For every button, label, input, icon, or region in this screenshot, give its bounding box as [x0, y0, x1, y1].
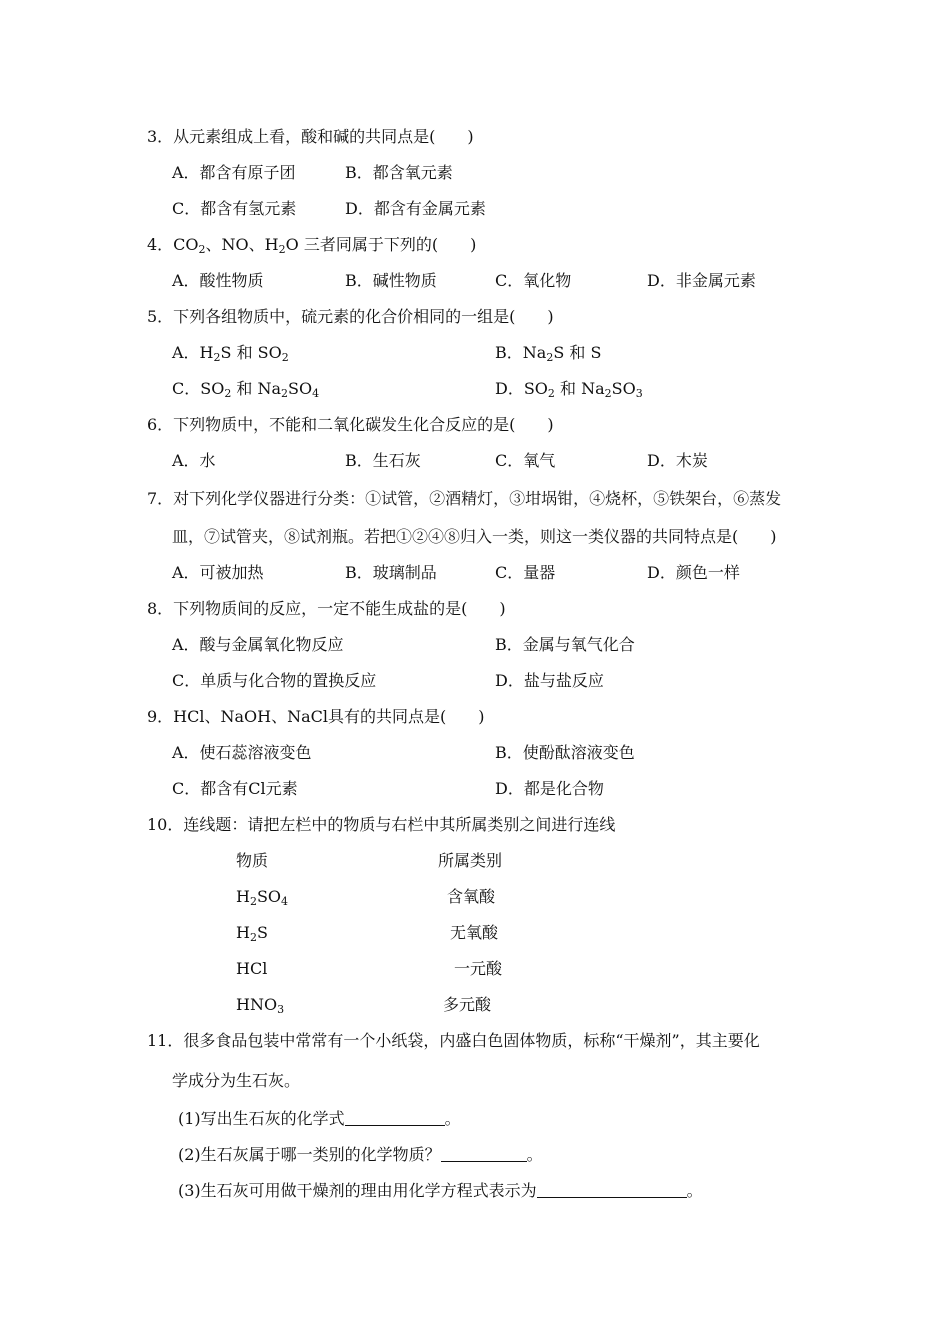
- q11-part2-blank[interactable]: [441, 1146, 527, 1162]
- q3-option-b: B．都含氧元素: [345, 163, 453, 182]
- q4-option-a: A．酸性物质: [172, 271, 264, 290]
- q8-stem: 8．下列物质间的反应，一定不能生成盐的是( ): [147, 599, 506, 618]
- q9-option-a: A．使石蕊溶液变色: [172, 743, 312, 762]
- q6-option-a: A．水: [172, 451, 216, 470]
- q4-stem-tail: 三者同属于下列的( ): [303, 235, 477, 254]
- q10-left-item-hno3: $HNO_3$: [236, 995, 285, 1016]
- q10-stem: 10．连线题：请把左栏中的物质与右栏中其所属类别之间进行连线: [147, 815, 616, 834]
- q10-right-item: 一元酸: [454, 959, 503, 978]
- q10-right-header: 所属类别: [438, 851, 503, 870]
- q9-option-c: C．都含有Cl元素: [172, 779, 298, 798]
- q10-right-item: 含氧酸: [447, 887, 496, 906]
- q11-part2-end: 。: [526, 1145, 543, 1164]
- q4-option-c: C．氧化物: [495, 271, 572, 290]
- q11-part1-blank[interactable]: [345, 1110, 445, 1126]
- q7-option-b: B．玻璃制品: [345, 563, 437, 582]
- q8-option-b: B．金属与氧气化合: [495, 635, 635, 654]
- q11-part3-blank[interactable]: [537, 1182, 687, 1198]
- q7-option-d: D．颜色一样: [647, 563, 740, 582]
- q8-option-d: D．盐与盐反应: [495, 671, 604, 690]
- q6-stem: 6．下列物质中，不能和二氧化碳发生化合反应的是( ): [147, 415, 554, 434]
- q11-part2: [178, 1145, 543, 1165]
- q4-option-b: B．碱性物质: [345, 271, 437, 290]
- q10-left-item-h2so4: $H_2SO_4$: [236, 887, 289, 908]
- q5-stem: 5．下列各组物质中，硫元素的化合价相同的一组是( ): [147, 307, 554, 326]
- q4-stem: 4．$CO_2$、NO、$H_2O$ 三者同属于下列的( ): [147, 235, 477, 256]
- q9-option-d: D．都是化合物: [495, 779, 604, 798]
- q11-stem-line1: 11．很多食品包装中常常有一个小纸袋，内盛白色固体物质，标称“干燥剂”，其主要化: [147, 1031, 760, 1050]
- q10-right-item: 无氧酸: [450, 923, 499, 942]
- q3-option-d: D．都含有金属元素: [345, 199, 486, 218]
- q3-option-a: A．都含有原子团: [172, 163, 296, 182]
- q6-option-b: B．生石灰: [345, 451, 421, 470]
- q7-option-a: A．可被加热: [172, 563, 264, 582]
- q7-option-c: C．量器: [495, 563, 556, 582]
- q11-part1: [178, 1109, 461, 1129]
- q5-option-a: A．$H_2S$ 和 $SO_2$: [172, 343, 289, 364]
- q10-right-item: 多元酸: [443, 995, 492, 1014]
- q11-part3: [178, 1181, 703, 1201]
- q11-stem-line2: 学成分为生石灰。: [172, 1071, 301, 1090]
- q3-option-c: C．都含有氢元素: [172, 199, 297, 218]
- q7-stem-line2: 皿，⑦试管夹，⑧试剂瓶。若把①②④⑧归入一类，则这一类仪器的共同特点是( ): [172, 527, 777, 546]
- q11-part2-text: (2)生石灰属于哪一类别的化学物质？: [178, 1145, 441, 1164]
- q8-option-a: A．酸与金属氧化物反应: [172, 635, 344, 654]
- q6-option-c: C．氧气: [495, 451, 556, 470]
- q3-stem: 3．从元素组成上看，酸和碱的共同点是( ): [147, 127, 474, 146]
- q11-part3-text: (3)生石灰可用做干燥剂的理由用化学方程式表示为: [178, 1181, 537, 1200]
- q10-left-item-h2s: $H_2S$: [236, 923, 268, 944]
- q5-option-c: C．$SO_2$ 和 $Na_2SO_4$: [172, 379, 320, 400]
- q11-part1-text: (1)写出生石灰的化学式: [178, 1109, 345, 1128]
- q10-left-item-hcl: HCl: [236, 959, 268, 978]
- q9-option-b: B．使酚酞溶液变色: [495, 743, 635, 762]
- q11-part3-end: 。: [686, 1181, 703, 1200]
- q5-option-d: D．$SO_2$ 和 $Na_2SO_3$: [495, 379, 643, 400]
- q8-option-c: C．单质与化合物的置换反应: [172, 671, 377, 690]
- q5-option-b: B．$Na_2S$ 和 S: [495, 343, 602, 364]
- q7-stem-line1: 7．对下列化学仪器进行分类：①试管，②酒精灯，③坩埚钳，④烧杯，⑤铁架台，⑥蒸发: [147, 489, 782, 508]
- q10-left-header: 物质: [236, 851, 269, 870]
- q11-part1-end: 。: [444, 1109, 461, 1128]
- q6-option-d: D．木炭: [647, 451, 708, 470]
- q9-stem: 9．HCl、NaOH、NaCl具有的共同点是( ): [147, 707, 485, 726]
- q4-option-d: D．非金属元素: [647, 271, 756, 290]
